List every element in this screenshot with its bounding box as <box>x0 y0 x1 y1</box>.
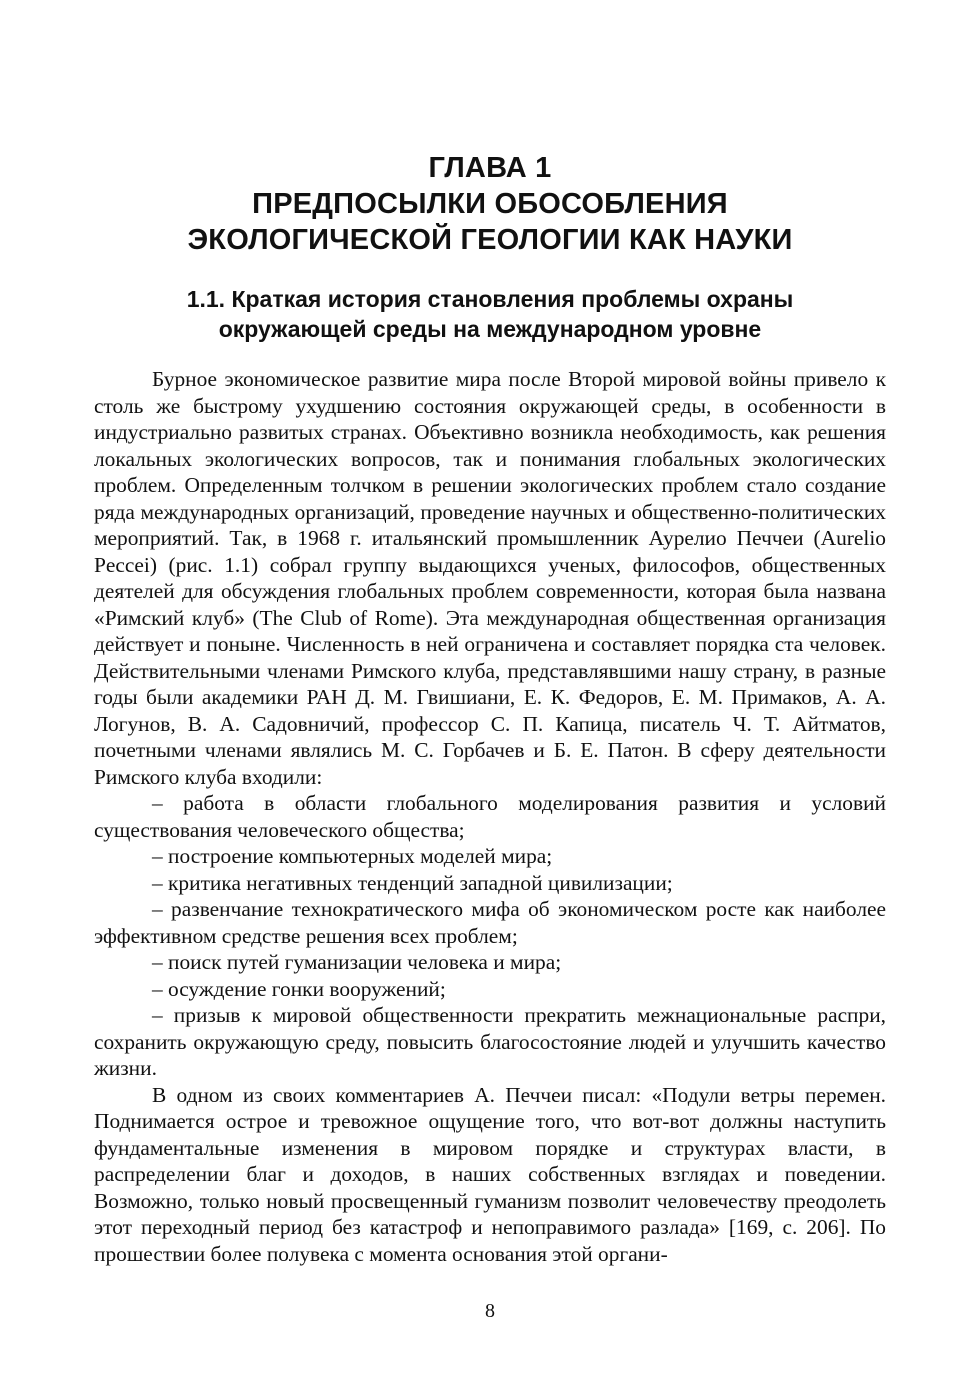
paragraph-quote: В одном из своих комментариев А. Печчеи писал: «Подули ветры перемен. Поднимается острое и тревожное ощущение того, что вот-вот должны наступить фундаментальные изменения в мировом порядке и структурах власти, в распределении благ и доходов, в наших собственных взглядах и поведении. Возможно, только новый просвещенный гуманизм позволит человечеству преодолеть этот переходный период без катастроф и непоправимого разлада» [169, с. 206]. По прошествии более полувека с момента основания этой органи- <box>94 1082 886 1266</box>
page-number: 8 <box>485 1300 495 1322</box>
page-body <box>94 150 886 1267</box>
chapter-title-line-3: ЭКОЛОГИЧЕСКОЙ ГЕОЛОГИИ КАК НАУКИ <box>187 224 793 256</box>
section-title-line-1: 1.1. Краткая история становления проблемы охраны <box>186 286 794 312</box>
list-item: – развенчание технократического мифа об экономическом росте как наиболее эффективном средстве решения всех проблем; <box>94 897 886 948</box>
list-item: – поиск путей гуманизации человека и мира; <box>152 950 562 974</box>
list-item: – построение компьютерных моделей мира; <box>152 844 553 868</box>
chapter-title-line-1: ГЛАВА 1 <box>428 152 552 184</box>
list-item: – работа в области глобального моделирования развития и условий существования человеческого общества; <box>94 791 886 842</box>
chapter-title <box>94 150 886 258</box>
list-item: – призыв к мировой общественности прекратить межнациональные распри, сохранить окружающую среду, повысить благосостояние людей и улучшить качество жизни. <box>94 1003 886 1080</box>
list-item: – осуждение гонки вооружений; <box>152 976 446 1001</box>
chapter-title-line-2: ПРЕДПОСЫЛКИ ОБОСОБЛЕНИЯ <box>252 188 728 220</box>
section-title-line-2: окружающей среды на международном уровне <box>218 316 762 342</box>
list-item: – критика негативных тенденций западной цивилизации; <box>152 870 673 895</box>
section-title <box>94 284 886 344</box>
paragraph-intro: Бурное экономическое развитие мира после Второй мировой войны привело к столь же быстрому ухудшению состояния окружающей среды, в особенности в индустриально развитых странах. Объективно возникла необходимость, как решения локальных экологических вопросов, так и понимания глобальных экологических проблем. Определенным толчком в решении экологических проблем стало создание ряда международных организаций, проведение научных и общественно-политических мероприятий. Так, в 1968 г. итальянский промышленник Аурелио Печчеи (Aurelio Peccei) (рис. 1.1) собрал группу выдающихся ученых, философов, общественных деятелей для обсуждения глобальных проблем современности, которая была названа «Римский клуб» (The Club of Rome). Эта международная общественная организация действует и поныне. Численность в ней ограничена и составляет порядка ста человек. Действительными членами Римского клуба, представлявшими нашу страну, в разные годы были академики РАН Д. М. Гвишиани, Е. К. Федоров, Е. М. Примаков, А. А. Логунов, В. А. Садовничий, профессор С. П. Капица, писатель Ч. Т. Айтматов, почетными членами являлись М. С. Горбачев и Б. Е. Патон. В сферу деятельности Римского клуба входили: <box>94 367 886 789</box>
